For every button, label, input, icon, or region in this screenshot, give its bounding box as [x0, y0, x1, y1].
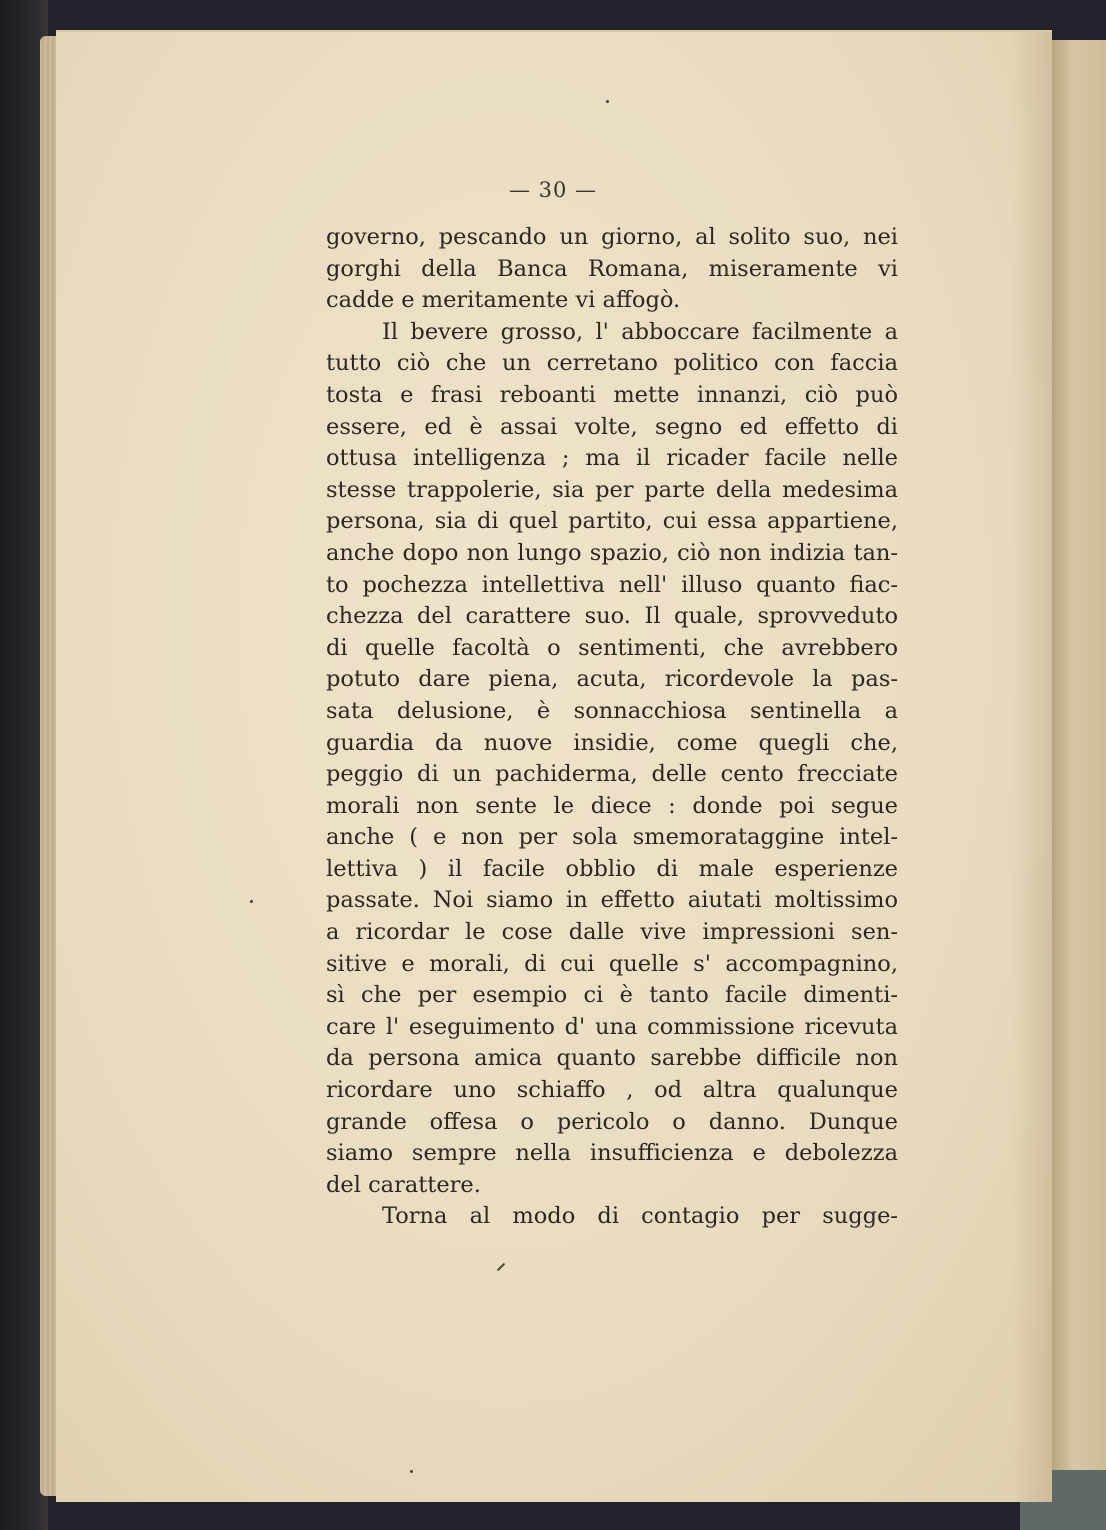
- text-line: essere, ed è assai volte, segno ed effetto di: [326, 413, 898, 440]
- text-line: ricordare uno schiaffo , od altra qualunque: [326, 1077, 898, 1104]
- text-line: lettiva ) il facile obblio di male esperienze: [326, 855, 898, 882]
- text-line: stesse trappolerie, sia per parte della medesima: [326, 476, 898, 503]
- ink-speck: [606, 100, 609, 103]
- text-line: del carattere.: [326, 1171, 481, 1198]
- text-line: care l' eseguimento d' una commissione ricevuta: [326, 1013, 898, 1040]
- text-line: potuto dare piena, acuta, ricordevole la pas-: [326, 666, 898, 693]
- text-line: tosta e frasi reboanti mette innanzi, ciò può: [326, 381, 898, 408]
- text-line: Il bevere grosso, l' abboccare facilmente a: [382, 318, 898, 345]
- text-line: anche dopo non lungo spazio, ciò non indizia tan-: [326, 539, 898, 566]
- text-line: tutto ciò che un cerretano politico con faccia: [326, 350, 898, 377]
- text-line: persona, sia di quel partito, cui essa appartiene,: [326, 508, 898, 535]
- text-line: grande offesa o pericolo o danno. Dunque: [326, 1108, 898, 1135]
- text-line: a ricordar le cose dalle vive impressioni sen-: [326, 919, 898, 946]
- text-line: peggio di un pachiderma, delle cento frecciate: [326, 761, 898, 788]
- text-line: di quelle facoltà o sentimenti, che avrebbero: [326, 634, 898, 661]
- text-line: gorghi della Banca Romana, miseramente vi: [326, 255, 898, 282]
- facing-page-edge: [1048, 40, 1106, 1510]
- ink-speck: [410, 1470, 413, 1473]
- text-line: ottusa intelligenza ; ma il ricader facile nelle: [326, 445, 898, 472]
- text-line: passate. Noi siamo in effetto aiutati moltissimo: [326, 887, 898, 914]
- text-line: chezza del carattere suo. Il quale, sprovveduto: [326, 603, 898, 630]
- text-line: morali non sente le diece : donde poi segue: [326, 792, 898, 819]
- text-line: anche ( e non per sola smemorataggine intel-: [326, 824, 898, 851]
- text-line: sata delusione, è sonnacchiosa sentinella a: [326, 697, 898, 724]
- text-line: da persona amica quanto sarebbe difficile non: [326, 1045, 898, 1072]
- ink-speck: [250, 900, 253, 903]
- text-line: siamo sempre nella insufficienza e debolezza: [326, 1140, 898, 1167]
- text-line: sitive e morali, di cui quelle s' accompagnino,: [326, 950, 898, 977]
- text-line: sì che per esempio ci è tanto facile dimenti-: [326, 982, 898, 1009]
- text-line: to pochezza intellettiva nell' illuso quanto fiac-: [326, 571, 898, 598]
- body-text: [326, 222, 898, 1233]
- text-line: guardia da nuove insidie, come quegli che,: [326, 729, 898, 756]
- text-line: governo, pescando un giorno, al solito suo, nei: [326, 224, 898, 250]
- text-line: cadde e meritamente vi affogò.: [326, 287, 681, 314]
- page-number-header: — 30 —: [508, 178, 598, 202]
- text-line: Torna al modo di contagio per sugge-: [382, 1203, 898, 1230]
